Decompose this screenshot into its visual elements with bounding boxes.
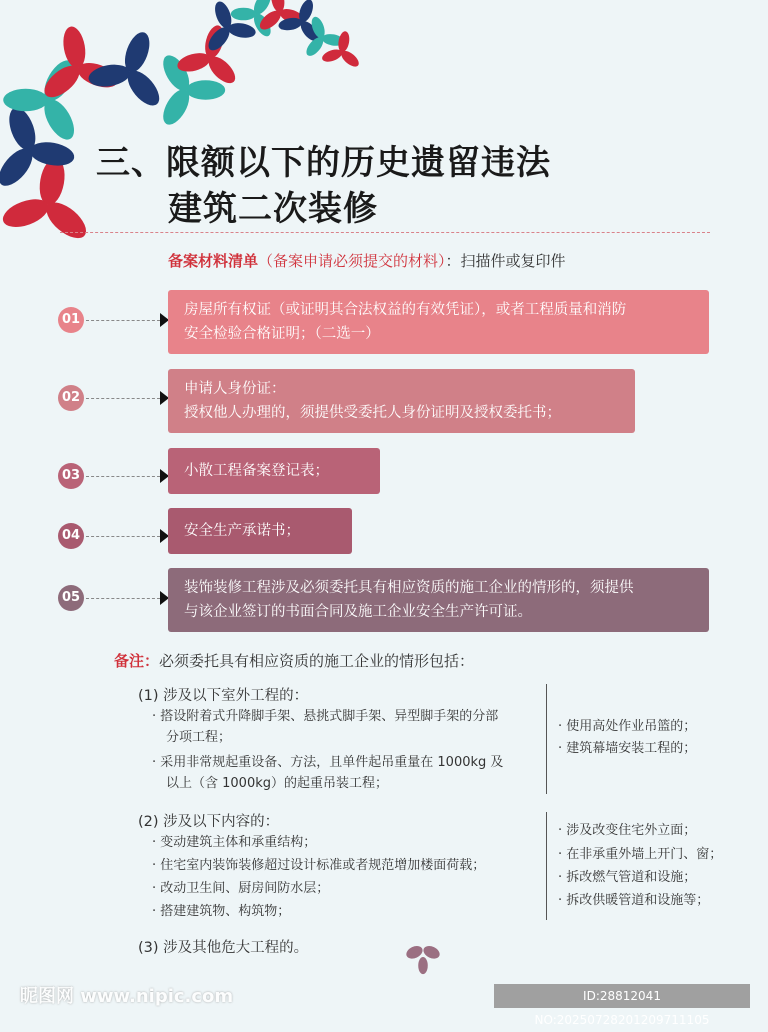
note-heading — [114, 650, 474, 671]
connector-line — [86, 398, 160, 399]
material-item-line1: 房屋所有权证（或证明其合法权益的有效凭证），或者工程质量和消防 — [184, 302, 627, 318]
material-item — [168, 508, 352, 554]
bullet-item: 以上（含 1000kg）的起重吊装工程； — [166, 776, 388, 791]
item-number-badge: 01 — [58, 307, 84, 333]
checklist-label: 备案材料清单 — [168, 252, 259, 270]
material-item — [168, 369, 635, 433]
material-item — [168, 290, 709, 354]
material-item-line2: 授权他人办理的，须提供受委托人身份证明及授权委托书； — [184, 405, 561, 421]
title-line1: 三、限额以下的历史遗留违法 — [96, 143, 551, 183]
material-item-line2: 与该企业签订的书面合同及施工企业安全生产许可证。 — [184, 604, 532, 620]
item-number-badge: 05 — [58, 585, 84, 611]
item-number-badge: 04 — [58, 523, 84, 549]
page-title — [96, 140, 551, 232]
section2-heading: (2) 涉及以下内容的： — [138, 814, 280, 830]
bullet-item: · 建筑幕墙安装工程的； — [558, 741, 697, 756]
connector-line — [86, 476, 160, 477]
bullet-item: 分项工程； — [166, 730, 232, 745]
material-item — [168, 448, 380, 494]
material-item-line2: 安全检验合格证明；（二选一） — [184, 326, 380, 342]
connector-line — [86, 536, 160, 537]
column-divider — [546, 812, 547, 920]
material-item-line1: 安全生产承诺书； — [184, 523, 300, 539]
bullet-item: · 变动建筑主体和承重结构； — [152, 835, 317, 850]
material-item-line1: 装饰装修工程涉及必须委托具有相应资质的施工企业的情形的，须提供 — [184, 580, 634, 596]
bullet-item: · 在非承重外墙上开门、窗； — [558, 847, 723, 862]
item-number-badge: 03 — [58, 463, 84, 489]
note-text: 必须委托具有相应资质的施工企业的情形包括： — [159, 652, 475, 670]
divider — [60, 232, 710, 233]
note-label: 备注： — [114, 652, 160, 670]
material-item — [168, 568, 709, 632]
bullet-item: · 搭设附着式升降脚手架、悬挑式脚手架、异型脚手架的分部 — [152, 709, 499, 724]
section3-heading: (3) 涉及其他危大工程的。 — [138, 940, 309, 956]
connector-line — [86, 598, 160, 599]
title-line2: 建筑二次装修 — [168, 189, 378, 229]
bullet-item: · 改动卫生间、厨房间防水层； — [152, 881, 330, 896]
checklist-heading — [168, 250, 566, 271]
bullet-item: · 搭建建筑物、构筑物； — [152, 904, 291, 919]
bullet-item: · 住宅室内装饰装修超过设计标准或者规范增加楼面荷载； — [152, 858, 486, 873]
checklist-suffix: ：扫描件或复印件 — [445, 252, 566, 270]
checklist-paren: （备案申请必须提交的材料） — [258, 252, 446, 270]
connector-line — [86, 320, 160, 321]
column-divider — [546, 684, 547, 794]
material-item-line1: 申请人身份证： — [184, 381, 286, 397]
watermark-id: ID:28812041 NO:20250728201209711105 — [494, 984, 750, 1008]
bullet-item: · 拆改供暖管道和设施等； — [558, 893, 710, 908]
bullet-item: · 使用高处作业吊篮的； — [558, 719, 697, 734]
bullet-item: · 涉及改变住宅外立面； — [558, 823, 697, 838]
bullet-item: · 采用非常规起重设备、方法，且单件起吊重量在 1000kg 及 — [152, 755, 504, 770]
section1-heading: (1) 涉及以下室外工程的： — [138, 688, 309, 704]
bullet-item: · 拆改燃气管道和设施； — [558, 870, 697, 885]
material-item-line1: 小散工程备案登记表； — [184, 463, 329, 479]
item-number-badge: 02 — [58, 385, 84, 411]
watermark-logo: 昵图网 www.nipic.com — [20, 986, 234, 1007]
